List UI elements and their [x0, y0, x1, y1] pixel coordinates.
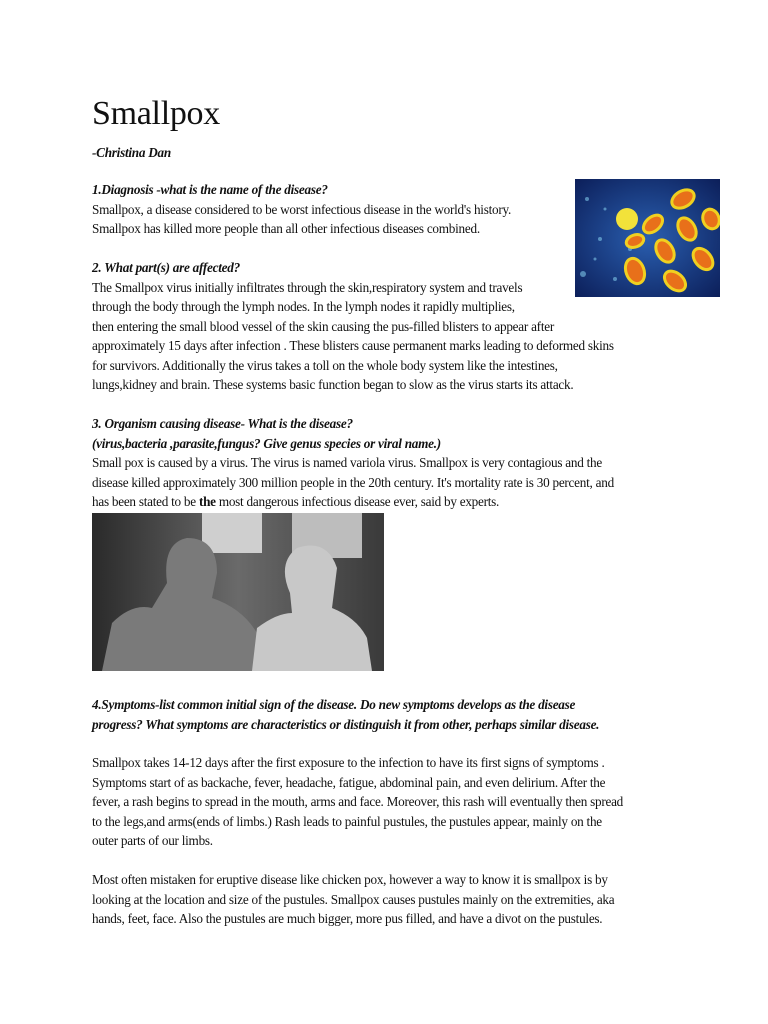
section-heading: 4.Symptoms-list common initial sign of the disease. Do new symptoms develops as the disease: [92, 697, 576, 712]
section-affected-parts: [92, 258, 614, 395]
body-line: outer parts of our limbs.: [92, 833, 213, 848]
body-line: lungs,kidney and brain. These systems basic function began to slow as the virus starts its attack.: [92, 377, 574, 392]
body-line: then entering the small blood vessel of the skin causing the pus-filled blisters to appear after: [92, 318, 554, 334]
body-line: The Smallpox virus initially infiltrates through the skin,respiratory system and travels: [92, 279, 523, 295]
page-title: Smallpox: [92, 95, 220, 132]
section-heading: 2. What part(s) are affected?: [92, 260, 240, 275]
distinguishing-paragraph: [92, 870, 614, 929]
body-line: hands, feet, face. Also the pustules are much bigger, more pus filled, and have a divot on the pustules.: [92, 911, 603, 926]
body-line: Smallpox has killed more people than all other infectious diseases combined.: [92, 221, 480, 236]
section-heading: 3. Organism causing disease- What is the disease?: [92, 416, 353, 431]
body-line: [92, 492, 614, 512]
body-line: Symptoms start of as backache, fever, headache, fatigue, abdominal pain, and even delirium. After the: [92, 774, 606, 790]
text: has been stated to be: [92, 494, 199, 509]
body-line: for survivors. Additionally the virus takes a toll on the whole body system like the intestines,: [92, 357, 558, 373]
body-line: approximately 15 days after infection . These blisters cause permanent marks leading to deformed skins: [92, 338, 614, 353]
smallpox-patients-photo: [92, 513, 384, 671]
section-symptoms: [92, 695, 599, 734]
section-diagnosis: [92, 180, 511, 239]
section-subheading: (virus,bacteria ,parasite,fungus? Give genus species or viral name.): [92, 435, 441, 451]
section-heading: progress? What symptoms are characteristics or distinguish it from other, perhaps similar disease.: [92, 716, 600, 732]
body-line: Smallpox, a disease considered to be worst infectious disease in the world's history.: [92, 201, 512, 217]
symptoms-paragraph: [92, 753, 623, 851]
author: -Christina Dan: [92, 145, 171, 160]
body-line: fever, a rash begins to spread in the mouth, arms and face. Moreover, this rash will eventually then spread: [92, 794, 624, 809]
body-line: Small pox is caused by a virus. The virus is named variola virus. Smallpox is very contagious and the: [92, 455, 602, 470]
body-line: disease killed approximately 300 million people in the 20th century. It's mortality rate is 30 percent, and: [92, 474, 614, 490]
body-line: Smallpox takes 14-12 days after the first exposure to the infection to have its first signs of symptoms .: [92, 755, 605, 770]
body-line: to the legs,and arms(ends of limbs.) Rash leads to painful pustules, the pustules appear, mainly on the: [92, 813, 602, 829]
body-line: looking at the location and size of the pustules. Smallpox causes pustules mainly on the extremities, aka: [92, 891, 615, 907]
body-line: through the body through the lymph nodes. In the lymph nodes it rapidly multiplies,: [92, 299, 515, 314]
text: most dangerous infectious disease ever, said by experts.: [215, 494, 500, 509]
bold-text: the: [198, 494, 216, 509]
section-organism: [92, 414, 614, 512]
body-line: Most often mistaken for eruptive disease like chicken pox, however a way to know it is smallpox is by: [92, 872, 608, 887]
section-heading: 1.Diagnosis -what is the name of the disease?: [92, 182, 328, 197]
